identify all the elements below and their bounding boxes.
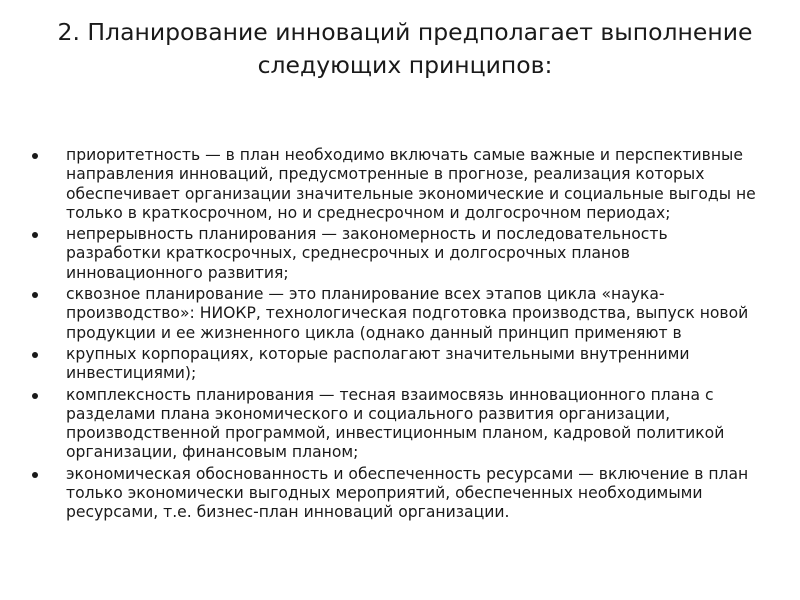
bullet-item-priority	[0, 146, 800, 223]
bullet-dot-icon	[32, 153, 38, 159]
bullet-text: крупных корпорациях, которые располагают значительными внутренними инвестициями);	[66, 344, 690, 383]
bullet-item-end-to-end	[0, 285, 800, 343]
bullet-item-complexity	[0, 386, 800, 463]
bullet-item-corporations	[0, 345, 800, 384]
bullet-text: экономическая обоснованность и обеспеченность ресурсами — включение в план только экономически выгодных мероприятий, обеспеченных необходимыми ресурсами, т.е. бизнес-план инноваций организации.	[66, 464, 749, 522]
slide-title: 2. Планирование инноваций предполагает выполнение следующих принципов:	[57, 18, 753, 79]
bullet-text: непрерывность планирования — закономерность и последовательность разработки краткосрочных, среднесрочных и долгосрочных планов инновационного развития;	[66, 225, 668, 282]
bullet-text: комплексность планирования — тесная взаимосвязь инновационного плана с разделами плана экономического и социального развития организации, производственной программой, инвестиционным планом, кадровой политикой организации, финансовым планом;	[66, 385, 725, 462]
bullet-dot-icon	[32, 393, 38, 399]
bullet-item-continuity	[0, 225, 800, 283]
bullet-dot-icon	[32, 352, 38, 358]
bullet-item-economic-validity	[0, 465, 800, 523]
bullet-dot-icon	[32, 292, 38, 298]
bullet-text: сквозное планирование — это планирование всех этапов цикла «наука-производство»: НИОКР, технологическая подготовка производства, выпуск новой продукции и ее жизненного цикла (однако данный принцип применяют в	[66, 285, 749, 342]
bullet-dot-icon	[32, 472, 38, 478]
bullet-list	[0, 146, 800, 525]
bullet-text: приоритетность — в план необходимо включать самые важные и перспективные направления инноваций, предусмотренные в прогнозе, реализация которых обеспечивает организации значительные экономические и социальные выгоды не только в краткосрочном, но и среднесрочном и долгосрочном периодах;	[66, 146, 756, 222]
bullet-dot-icon	[32, 232, 38, 238]
